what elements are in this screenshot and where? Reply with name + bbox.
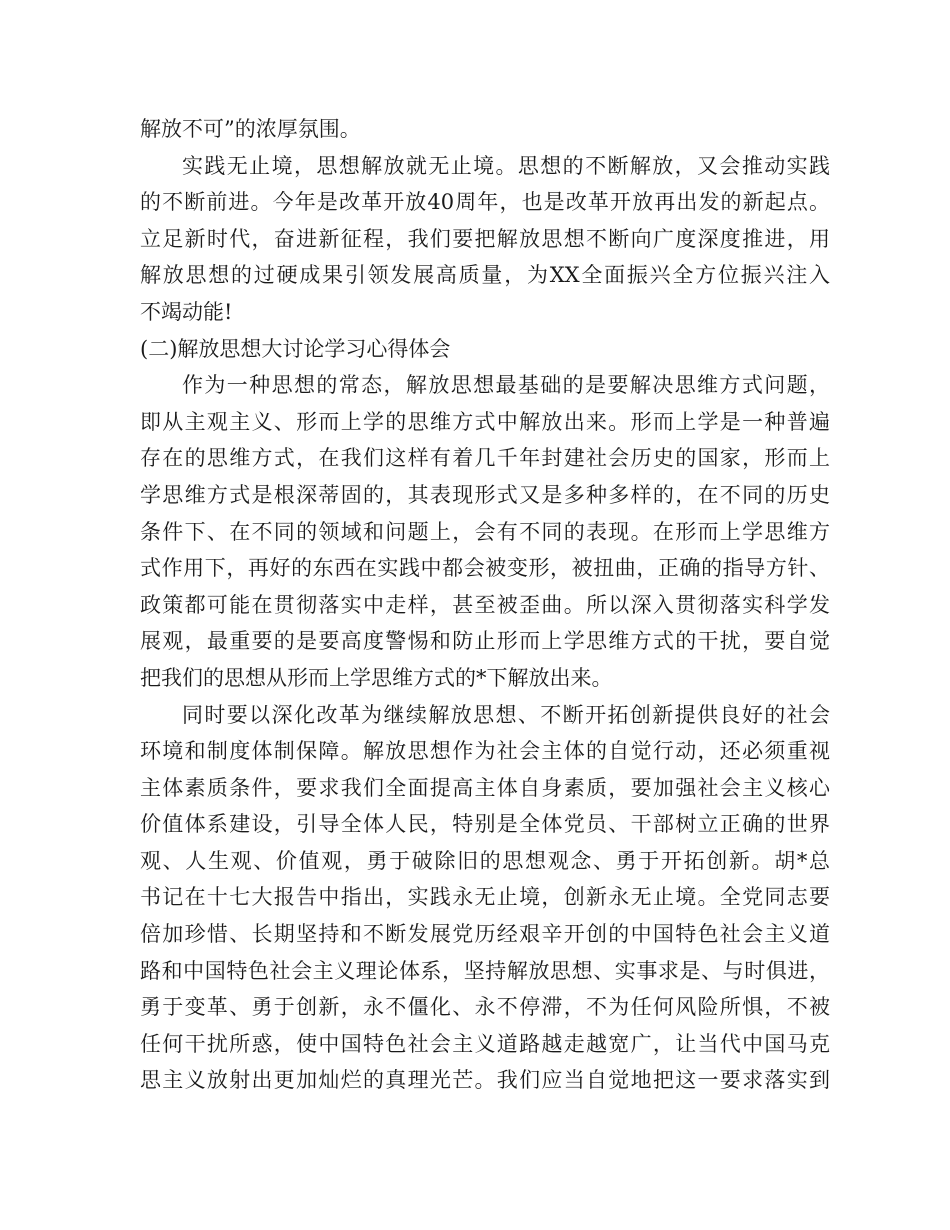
text-line: 立足新时代，奋进新征程，我们要把解放思想不断向广度深度推进，用	[140, 226, 830, 251]
text-line: 条件下、在不同的领域和问题上，会有不同的表现。在形而上学思维方	[140, 519, 830, 544]
text-line: 政策都可能在贯彻落实中走样，甚至被歪曲。所以深入贯彻落实科学发	[140, 592, 830, 617]
text-line: 路和中国特色社会主义理论体系，坚持解放思想、实事求是、与时俱进，	[140, 958, 830, 983]
text-line: 存在的思维方式，在我们这样有着几千年封建社会历史的国家，形而上	[140, 446, 830, 471]
text-line: 的不断前进。今年是改革开放40周年，也是改革开放再出发的新起点。	[140, 190, 830, 215]
text-line: 书记在十七大报告中指出，实践永无止境，创新永无止境。全党同志要	[140, 885, 830, 910]
section-heading: (二)解放思想大讨论学习心得体会	[140, 336, 451, 361]
text-line: 不竭动能!	[140, 299, 233, 324]
text-line: 勇于变革、勇于创新，永不僵化、永不停滞，不为任何风险所惧，不被	[140, 995, 830, 1020]
text-line: 主体素质条件，要求我们全面提高主体自身素质，要加强社会主义核心	[140, 775, 830, 800]
paragraph-first-line: 实践无止境，思想解放就无止境。思想的不断解放，又会推动实践	[182, 153, 830, 178]
text-line: 展观，最重要的是要高度警惕和防止形而上学思维方式的干扰，要自觉	[140, 629, 830, 654]
text-line: 把我们的思想从形而上学思维方式的*下解放出来。	[140, 665, 613, 690]
text-line: 思主义放射出更加灿烂的真理光芒。我们应当自觉地把这一要求落实到	[140, 1068, 830, 1093]
paragraph-first-line: 作为一种思想的常态，解放思想最基础的是要解决思维方式问题，	[182, 373, 830, 398]
text-line: 任何干扰所惑，使中国特色社会主义道路越走越宽广，让当代中国马克	[140, 1031, 830, 1056]
text-line: 学思维方式是根深蒂固的，其表现形式又是多种多样的，在不同的历史	[140, 482, 830, 507]
text-line: 式作用下，再好的东西在实践中都会被变形，被扭曲，正确的指导方针、	[140, 556, 830, 581]
paragraph-first-line: 同时要以深化改革为继续解放思想、不断开拓创新提供良好的社会	[182, 702, 830, 727]
document-body	[140, 111, 830, 1099]
text-line: 解放思想的过硬成果引领发展高质量，为XX全面振兴全方位振兴注入	[140, 263, 830, 288]
text-line: 环境和制度体制保障。解放思想作为社会主体的自觉行动，还必须重视	[140, 739, 830, 764]
text-line: 即从主观主义、形而上学的思维方式中解放出来。形而上学是一种普遍	[140, 409, 830, 434]
text-line: 倍加珍惜、长期坚持和不断发展党历经艰辛开创的中国特色社会主义道	[140, 922, 830, 947]
text-line: 价值体系建设，引导全体人民，特别是全体党员、干部树立正确的世界	[140, 812, 830, 837]
text-line: 解放不可”的浓厚氛围。	[140, 117, 361, 141]
text-line: 观、人生观、价值观，勇于破除旧的思想观念、勇于开拓创新。胡*总	[140, 848, 830, 873]
